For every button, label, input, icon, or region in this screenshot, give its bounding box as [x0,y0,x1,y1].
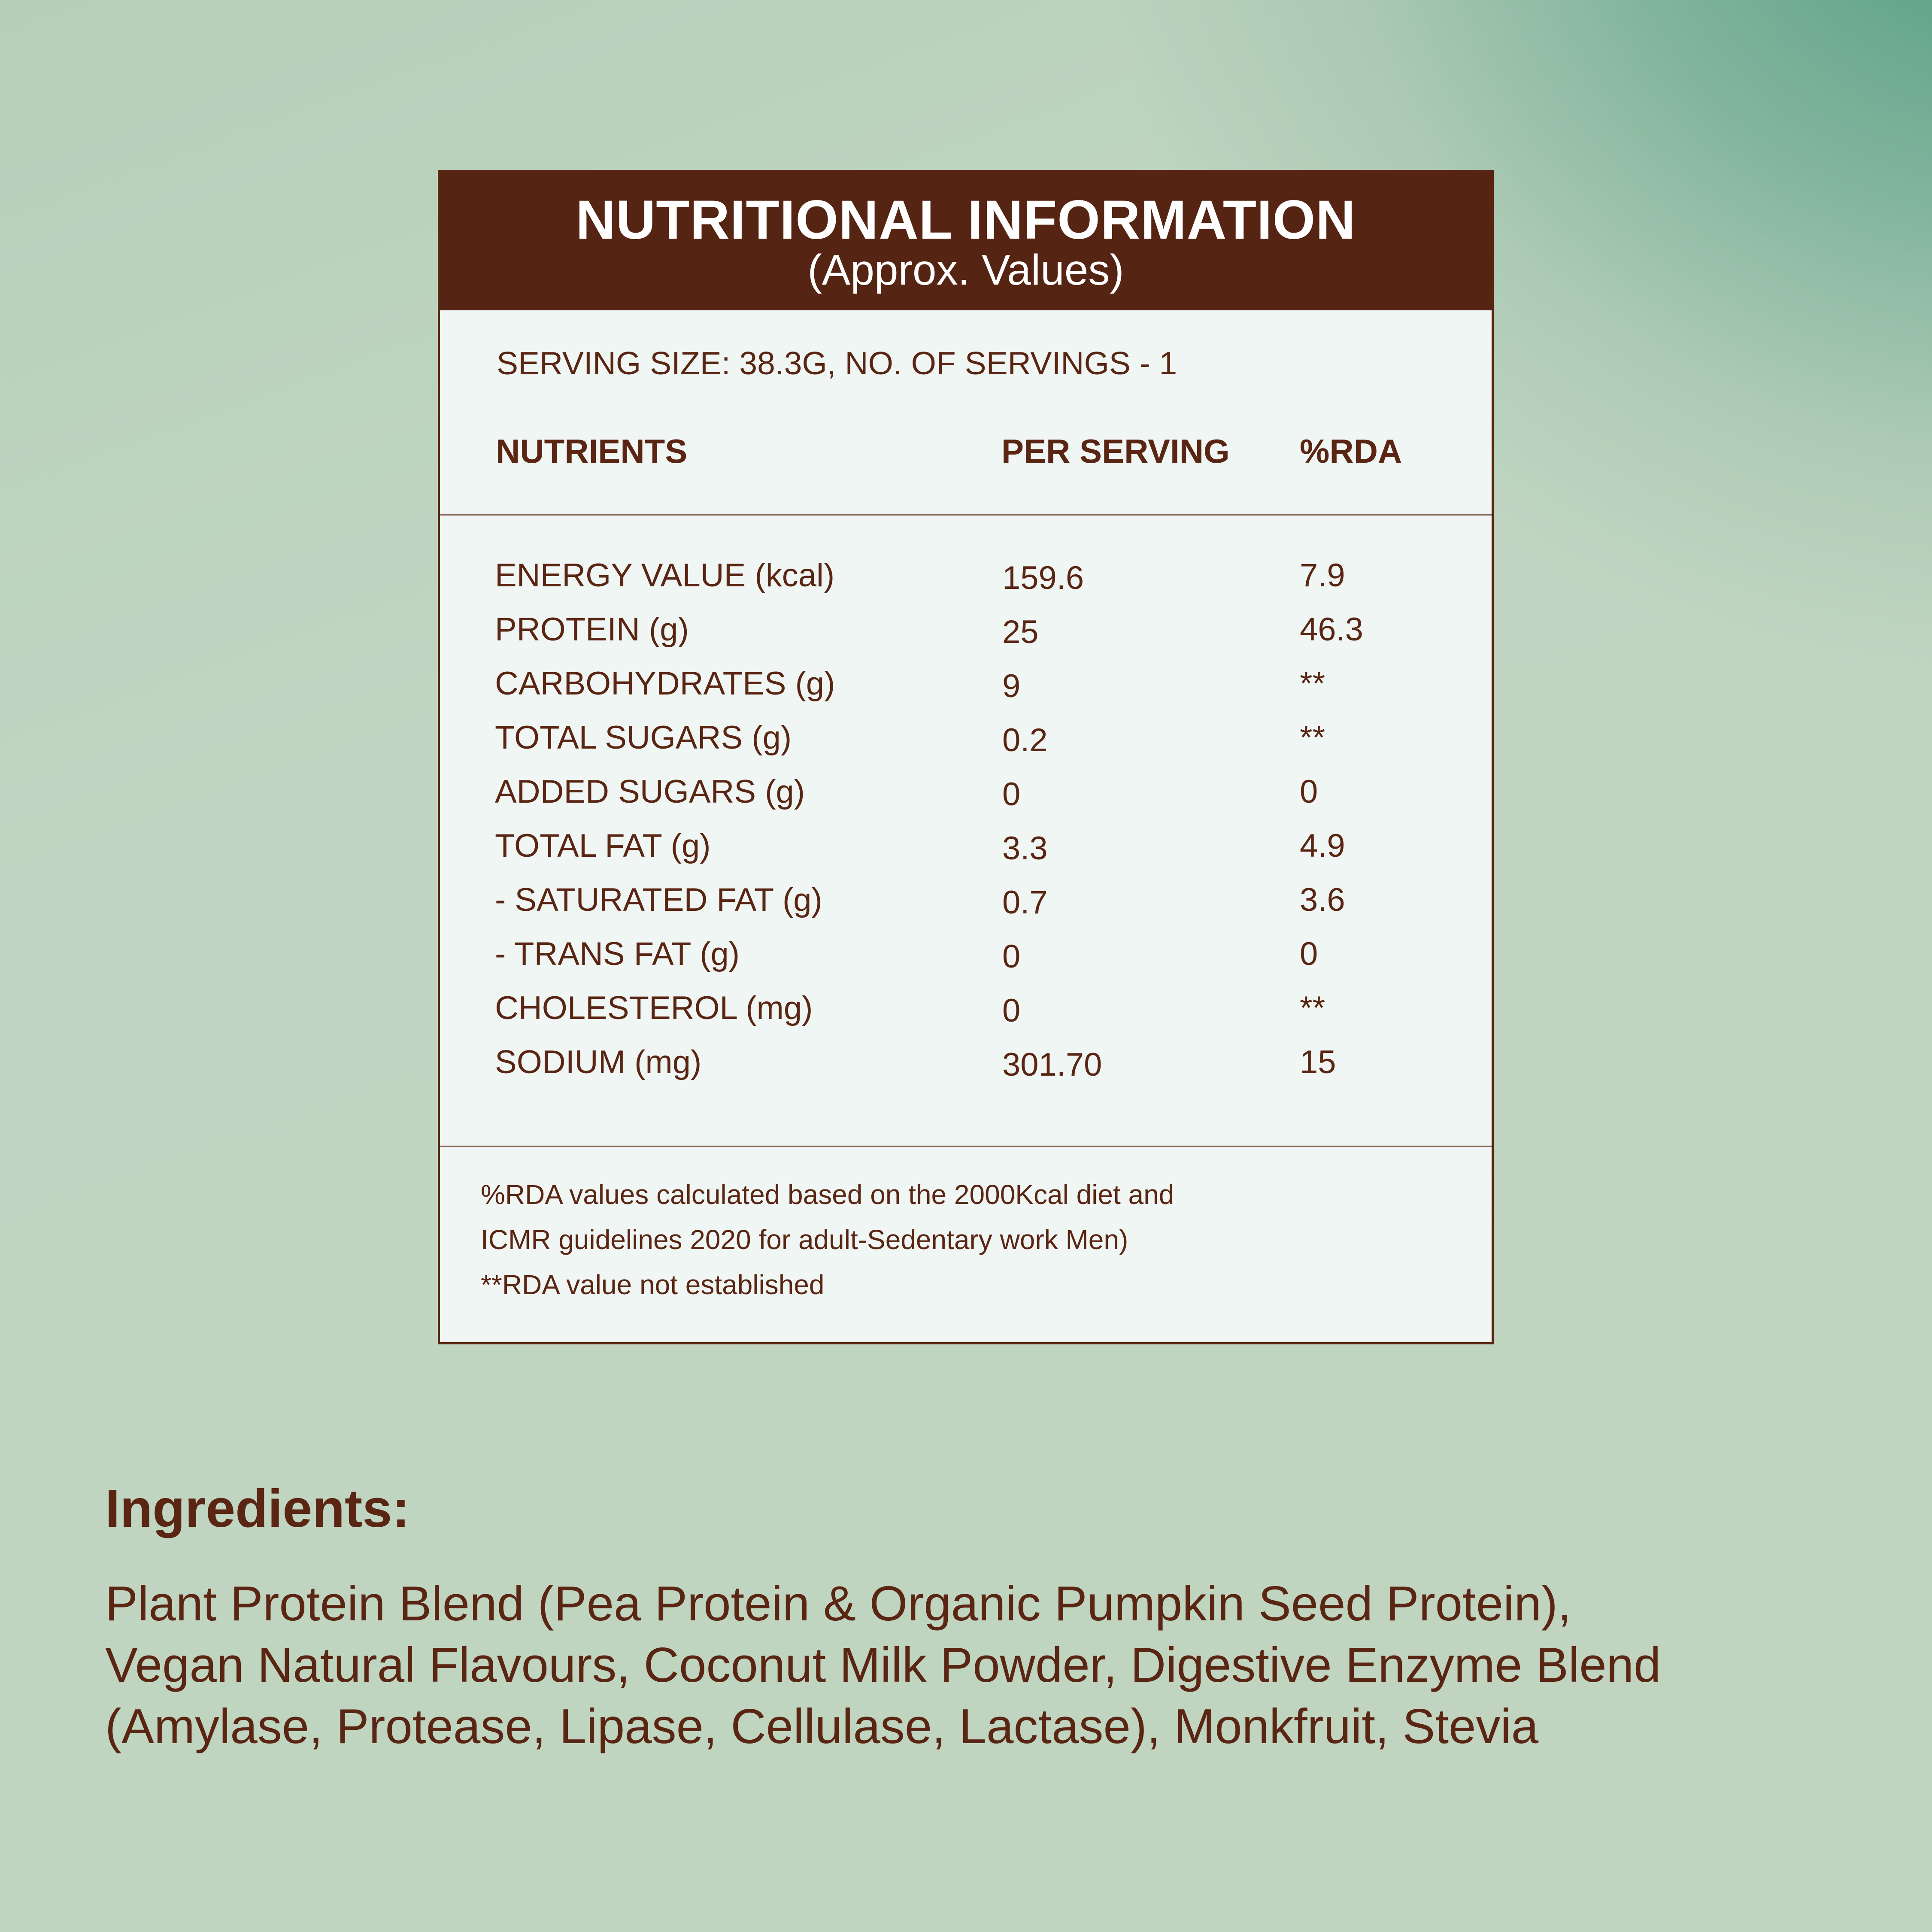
per-serving-value: 0 [1002,992,1021,1029]
table-divider [440,514,1492,516]
per-serving-value: 0 [1002,776,1021,813]
nutrient-name: - SATURATED FAT (g) [495,882,822,918]
column-header-nutrients: NUTRIENTS [496,432,688,470]
per-serving-value: 3.3 [1002,830,1048,867]
rda-value: 7.9 [1300,557,1345,594]
table-row [440,987,1492,1041]
rda-value: 15 [1300,1044,1336,1080]
per-serving-value: 0.2 [1002,722,1048,758]
nutrient-name: TOTAL SUGARS (g) [495,719,792,756]
rda-value: 4.9 [1300,828,1345,864]
footnote-line: **RDA value not established [481,1269,825,1300]
rda-value: 3.6 [1300,882,1345,918]
rda-value: ** [1300,990,1325,1026]
table-row [440,879,1492,933]
table-row [440,608,1492,662]
table-row [440,825,1492,879]
footnote-line: %RDA values calculated based on the 2000Kcal diet and [481,1179,1174,1210]
per-serving-value: 0.7 [1002,884,1048,921]
per-serving-value: 9 [1002,668,1021,704]
column-header-per-serving: PER SERVING [1001,432,1230,470]
nutrient-name: PROTEIN (g) [495,611,689,648]
ingredients-title: Ingredients: [105,1479,410,1538]
nutrient-name: ADDED SUGARS (g) [495,773,805,810]
serving-info: SERVING SIZE: 38.3G, NO. OF SERVINGS - 1 [497,345,1177,381]
rda-value: ** [1300,665,1325,702]
ingredients-line: Plant Protein Blend (Pea Protein & Organic Pumpkin Seed Protein), [105,1577,1571,1631]
table-row [440,770,1492,825]
nutrient-name: - TRANS FAT (g) [495,936,740,972]
ingredients-line: Vegan Natural Flavours, Coconut Milk Powder, Digestive Enzyme Blend [105,1638,1661,1692]
footnote-divider [440,1146,1492,1147]
per-serving-value: 0 [1002,938,1021,975]
footnotes [481,1172,1174,1307]
ingredients-list [105,1573,1865,1757]
table-row [440,554,1492,608]
nutrient-name: SODIUM (mg) [495,1044,702,1080]
rda-value: 0 [1300,773,1318,810]
per-serving-value: 25 [1002,614,1039,650]
per-serving-value: 159.6 [1002,560,1084,596]
footnote-line: ICMR guidelines 2020 for adult-Sedentary work Men) [481,1224,1128,1255]
rda-value: ** [1300,719,1325,756]
per-serving-value: 301.70 [1002,1046,1102,1083]
nutrient-name: TOTAL FAT (g) [495,828,711,864]
nutrient-name: CARBOHYDRATES (g) [495,665,835,702]
nutrient-name: CHOLESTEROL (mg) [495,990,813,1026]
panel-header [440,172,1492,310]
table-row [440,662,1492,716]
table-row [440,933,1492,987]
panel-subtitle: (Approx. Values) [807,246,1124,294]
rda-value: 0 [1300,936,1318,972]
rda-value: 46.3 [1300,611,1363,648]
column-header-rda: %RDA [1300,432,1402,470]
nutrition-panel [438,170,1494,1344]
ingredients-line: (Amylase, Protease, Lipase, Cellulase, Lactase), Monkfruit, Stevia [105,1699,1539,1754]
table-row [440,1041,1492,1095]
table-row [440,716,1492,770]
nutrient-rows [440,554,1492,1095]
nutrient-name: ENERGY VALUE (kcal) [495,557,835,594]
panel-title: NUTRITIONAL INFORMATION [576,189,1356,251]
